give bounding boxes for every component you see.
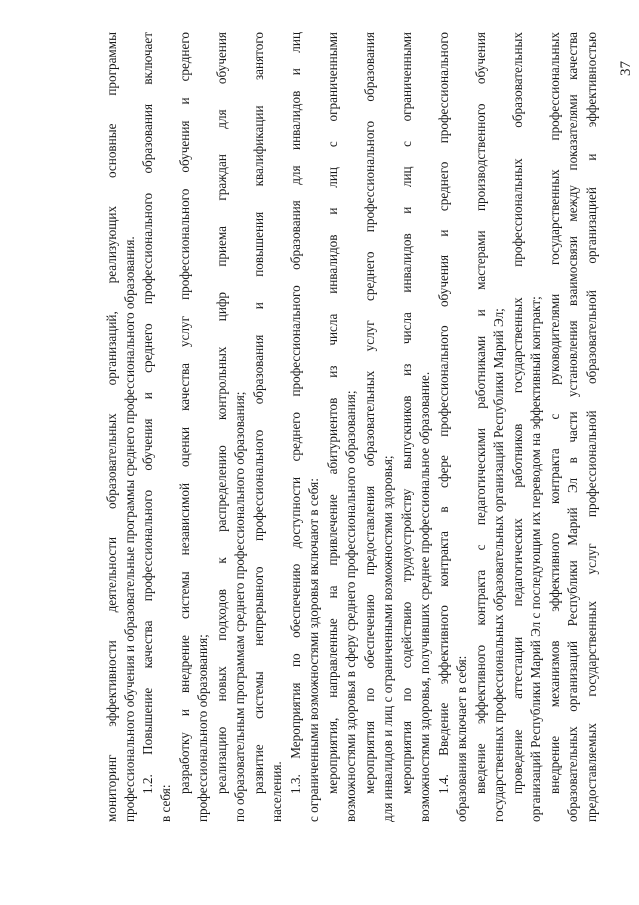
text-line: профессионального обучения и образовательные программы среднего профессионального образования. — [122, 236, 137, 822]
text-line: государственных профессиональных образовательных организаций Республики Марий Эл; — [491, 308, 506, 822]
text-line: профессионального образования; — [195, 634, 210, 822]
text-line: введение эффективного контракта с педагогическими работниками и мастерами производственного обучения — [473, 32, 488, 794]
text-line: по образовательным программам среднего профессионального образования; — [232, 391, 247, 822]
text-line: мониторинг эффективности деятельности образовательных организаций, реализующих основные программы — [104, 32, 119, 822]
text-line: образования включает в себя: — [454, 655, 469, 822]
text-line: образовательных организаций Республики Марий Эл в части установления взаимосвязи между показателями качества — [565, 32, 580, 822]
text-line: 1.3. Мероприятия по обеспечению доступности среднего профессионального образования для инвалидов и лиц — [288, 32, 303, 794]
document-body — [102, 32, 602, 822]
text-line: организаций Республики Марий Эл с последующим их переводом на эффективный контракт; — [528, 296, 543, 822]
text-line: разработку и внедрение системы независимой оценки качества услуг профессионального обучения и среднего — [177, 32, 192, 794]
text-line: мероприятия, направленные на привлечение абитуриентов из числа инвалидов и лиц с ограниченными — [325, 32, 340, 794]
text-line: в себя: — [158, 784, 173, 822]
text-line: реализацию новых подходов к распределению контрольных цифр приема граждан для обучения — [214, 32, 229, 794]
text-line: населения. — [269, 761, 284, 822]
text-line: возможностями здоровья в сферу среднего профессионального образования; — [343, 390, 358, 822]
text-line: проведение аттестации педагогических работников государственных профессиональных образовательных — [510, 32, 525, 794]
text-line: внедрение механизмов эффективного контракта с руководителями государственных профессиональных — [547, 32, 562, 794]
text-line: мероприятия по содействию трудоустройству выпускников из числа инвалидов и лиц с ограниченными — [399, 32, 414, 794]
text-line: для инвалидов и лиц с ограниченными возможностями здоровья; — [380, 455, 395, 822]
page-number: 37 — [618, 61, 634, 76]
text-line: 1.4. Введение эффективного контракта в сфере профессионального обучения и среднего профессионального — [436, 32, 451, 794]
text-line: с ограниченными возможностями здоровья включают в себя: — [306, 478, 321, 822]
text-line: 1.2. Повышение качества профессионального обучения и среднего профессионального образования включает — [140, 32, 155, 794]
text-line: развитие системы непрерывного профессионального образования и повышения квалификации занятого — [251, 32, 266, 794]
text-line: мероприятия по обеспечению предоставления образовательных услуг среднего профессионального образования — [362, 32, 377, 794]
text-line: предоставляемых государственных услуг профессиональной образовательной организацией и эффективностью — [584, 32, 599, 822]
text-line: возможностями здоровья, получивших среднее профессиональное образование. — [417, 371, 432, 822]
